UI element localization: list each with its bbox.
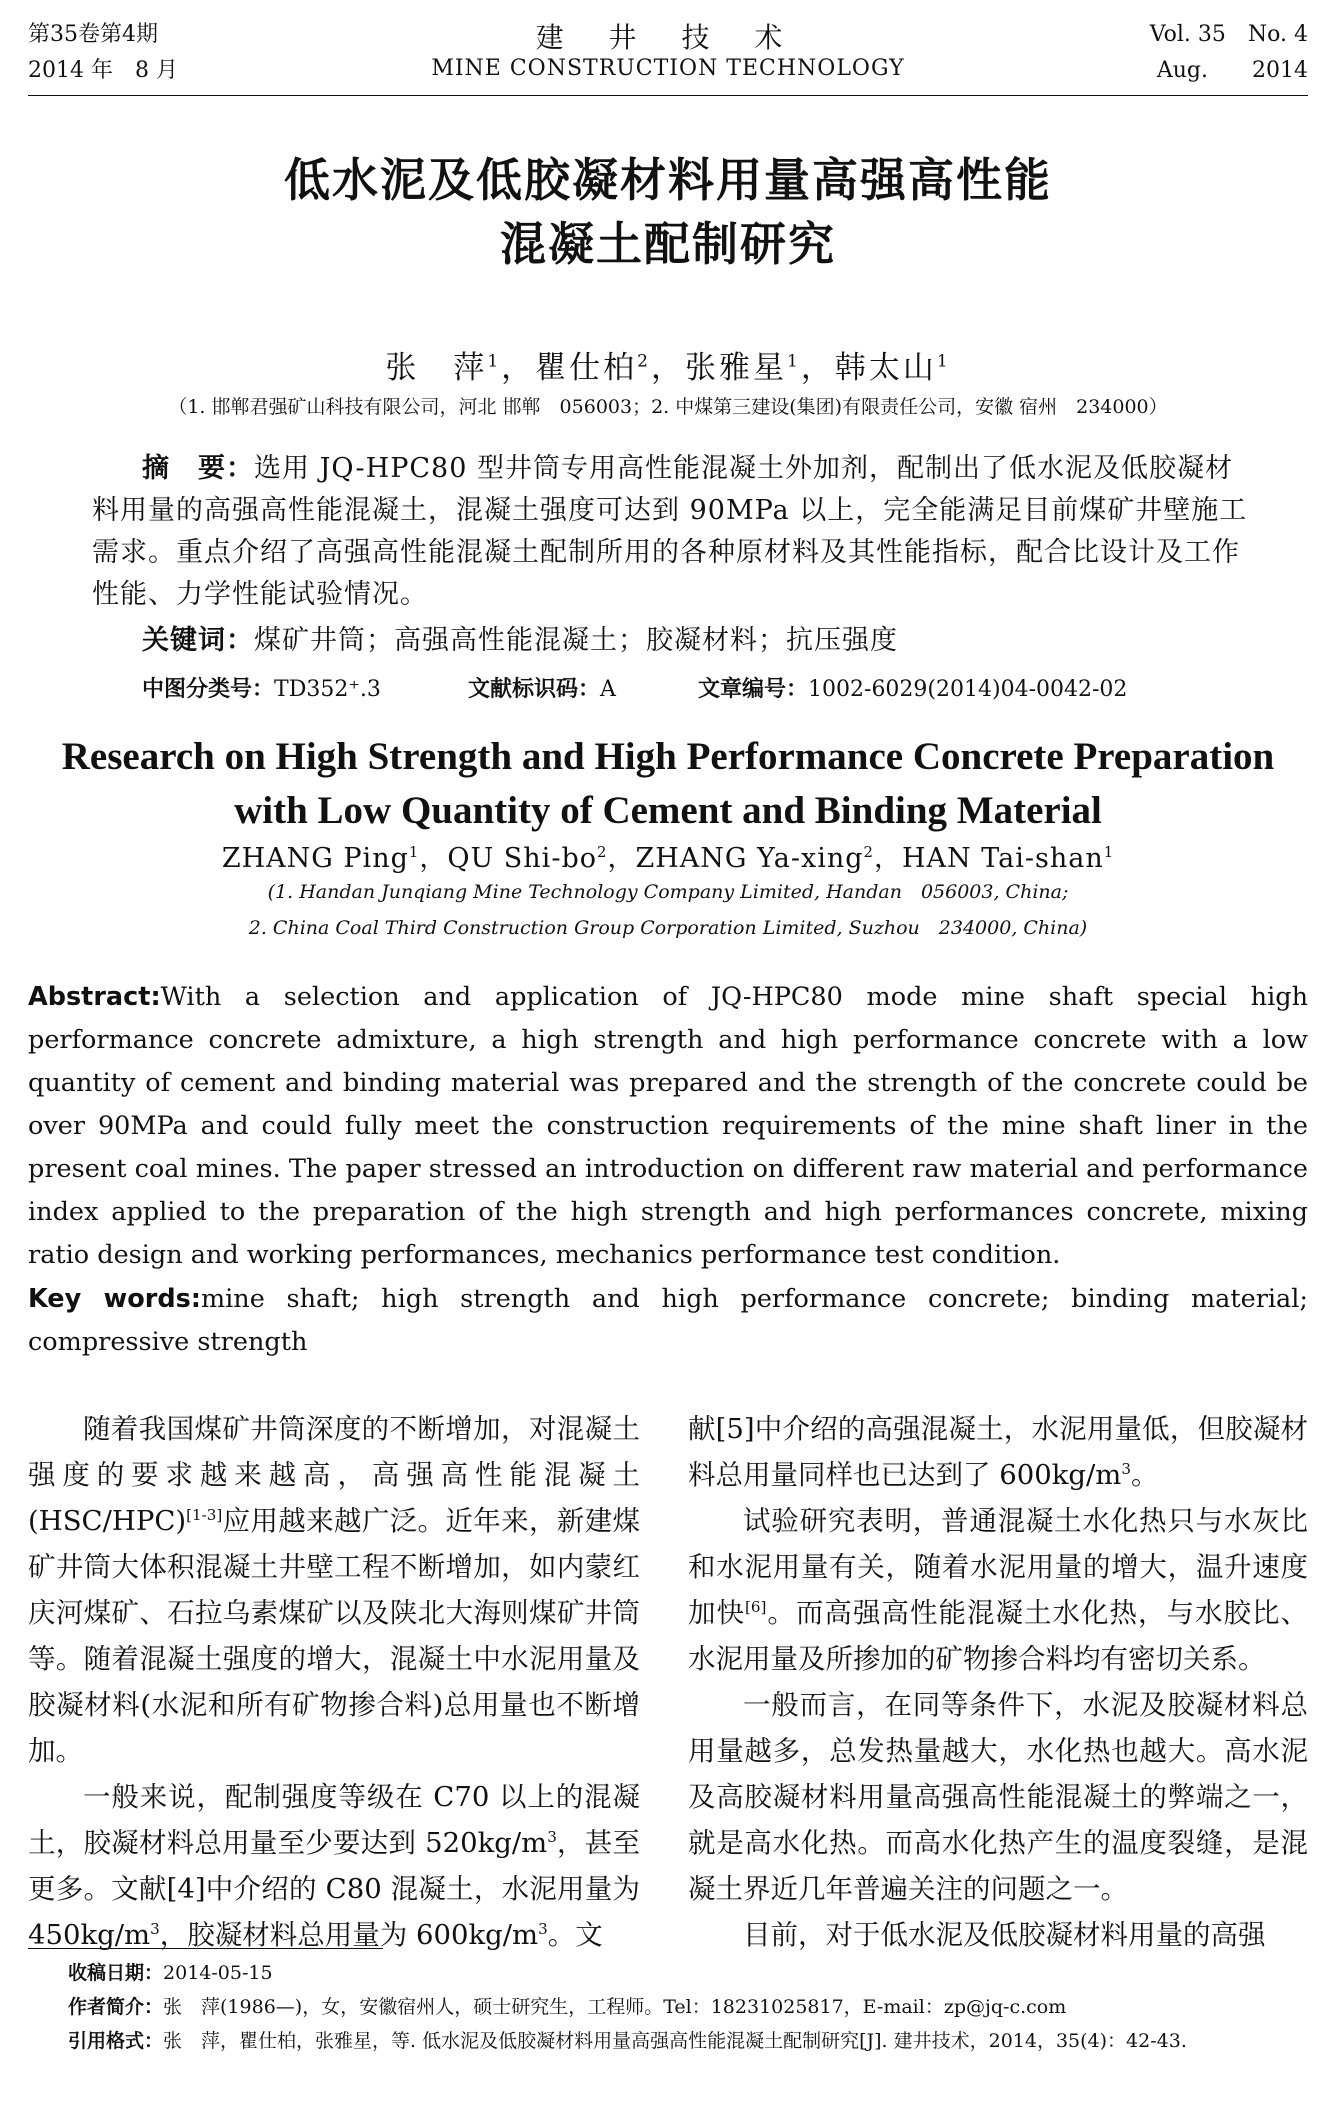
- body-column-right: [688, 1406, 1308, 1958]
- affiliation-en-line2: 2. China Coal Third Construction Group Corporation Limited, Suzhou 234000, China): [248, 917, 1088, 939]
- clc-label: 中图分类号：: [142, 677, 275, 702]
- body-column-left: [28, 1406, 640, 1958]
- article-number-label: 文章编号：: [698, 677, 809, 702]
- header-date-cn: 2014 年 8 月: [28, 58, 178, 83]
- title-en-line2: with Low Quantity of Cement and Binding Material: [234, 789, 1102, 832]
- body-paragraph: 目前，对于低水泥及低胶凝材料用量的高强: [743, 1919, 1266, 1951]
- body-paragraph: 随着我国煤矿井筒深度的不断增加，对混凝土强度的要求越来越高，高强高性能混凝土(HSC/HPC)[1-3]应用越来越广泛。近年来，新建煤矿井筒大体积混凝土井壁工程不断增加，如内蒙红庆河煤矿、石拉乌素煤矿以及陕北大海则煤矿井筒等。随着混凝土强度的增大，混凝土中水泥用量及胶凝材料(水泥和所有矿物掺合料)总用量也不断增加。: [28, 1413, 640, 1767]
- body-paragraph: 试验研究表明，普通混凝土水化热只与水灰比和水泥用量有关，随着水泥用量的增大，温升速度加快[6]。而高强高性能混凝土水化热，与水胶比、水泥用量及所掺加的矿物掺合料均有密切关系。: [688, 1505, 1309, 1675]
- classification-row: [142, 672, 1242, 703]
- header-volume-cn: 第35卷第4期: [28, 22, 158, 47]
- author-en: ZHANG Ping$^1$: [221, 843, 420, 874]
- citation-format: 引用格式：张 萍，瞿仕柏，张雅星，等. 低水泥及低胶凝材料用量高强高性能混凝土配制研究[J]. 建井技术，2014，35(4)：42-43.: [68, 2030, 1187, 2052]
- header-volume-en: Vol. 35 No. 4: [1149, 22, 1308, 47]
- abstract-cn: [92, 448, 1248, 616]
- author-cn: 瞿仕柏$^2$: [535, 350, 651, 386]
- journal-title-en: MINE CONSTRUCTION TECHNOLOGY: [431, 56, 905, 81]
- author-bio: 作者简介：张 萍(1986—)，女，安徽宿州人，硕士研究生，工程师。Tel：18231025817，E-mail：zp@jq-c.com: [68, 1996, 1067, 2018]
- keywords-cn: [142, 620, 1248, 662]
- article-number-value: 1002-6029(2014)04-0042-02: [808, 677, 1128, 702]
- footnote-rule: [28, 1948, 383, 1949]
- affiliations-cn: （1. 邯郸君强矿山科技有限公司，河北 邯郸 056003；2. 中煤第三建设(集团)有限责任公司，安徽 宿州 234000）: [168, 396, 1168, 418]
- header-date-en: Aug. 2014: [1156, 58, 1308, 83]
- body-paragraph: 献[5]中介绍的高强混凝土，水泥用量低，但胶凝材料总用量同样也已达到了 $600kg/m^3$。: [688, 1413, 1308, 1491]
- title-cn-line1: 低水泥及低胶凝材料用量高强高性能: [284, 153, 1052, 207]
- abstract-cn-text: 选用 JQ-HPC80 型井筒专用高性能混凝土外加剂，配制出了低水泥及低胶凝材料用量的高强高性能混凝土，混凝土强度可达到 90MPa 以上，完全能满足目前煤矿井壁施工需求。重点介绍了高强高性能混凝土配制所用的各种原材料及其性能指标，配合比设计及工作性能、力学性能试验情况。: [92, 453, 1248, 610]
- received-date: 收稿日期：2014-05-15: [68, 1962, 273, 1984]
- author-en: QU Shi-$bo^2$: [447, 843, 608, 874]
- author-en: ZHANG Ya-xing$^2$: [635, 843, 874, 874]
- keywords-en-text: mine shaft; high strength and high performance concrete; binding material; compressive strength: [28, 1284, 1308, 1357]
- body-paragraph: 一般而言，在同等条件下，水泥及胶凝材料总用量越多，总发热量越大，水化热也越大。高水泥及高胶凝材料用量高强高性能混凝土的弊端之一，就是高水化热。而高水化热产生的温度裂缝，是混凝土界近几年普遍关注的问题之一。: [688, 1689, 1308, 1905]
- abstract-en-text: With a selection and application of JQ-HPC80 mode mine shaft special high performance concrete admixture, a high strength and high performance concrete with a low quantity of cement and binding material was prepared and the strength of the concrete could be over 90MPa and could fully meet the construction requirements of the mine shaft liner in the present coal mines. The paper stressed an introduction on different raw material and performance index applied to the preparation of the high strength and high performances concrete, mixing ratio design and working performances, mechanics performance test condition.: [28, 982, 1308, 1270]
- author-en: HAN Tai-shan$^1$: [901, 843, 1115, 874]
- abstract-en-label: Abstract:: [28, 982, 161, 1012]
- abstract-en: [28, 976, 1308, 1277]
- keywords-cn-label: 关键词：: [142, 625, 254, 656]
- doc-code-value: A: [600, 677, 616, 702]
- doc-code-label: 文献标识码：: [468, 677, 601, 702]
- body-paragraph: 一般来说，配制强度等级在 C70 以上的混凝土，胶凝材料总用量至少要达到 $520kg/m^3$，甚至更多。文献[4]中介绍的 C80 混凝土，水泥用量为 $450kg/m^3$，胶凝材料总用量为 $600kg/m^3$。文: [28, 1781, 640, 1951]
- journal-title-cn: 建 井 技 术: [535, 21, 801, 54]
- abstract-cn-label: 摘 要：: [142, 453, 254, 484]
- author-cn: 张雅星$^1$: [685, 350, 801, 386]
- title-en: [28, 730, 1308, 838]
- clc-value: TD352⁺.3: [274, 677, 381, 702]
- keywords-en-label: Key words:: [28, 1284, 201, 1314]
- footnotes: [68, 1956, 1318, 2058]
- affiliations-en: [28, 874, 1308, 946]
- title-cn-line2: 混凝土配制研究: [500, 217, 836, 271]
- authors-cn: 张 萍$^1$，瞿仕柏$^2$，张雅星$^1$，韩太山$^1$: [385, 350, 951, 386]
- header-rule: [28, 95, 1308, 96]
- keywords-en: [28, 1278, 1308, 1364]
- keywords-cn-text: 煤矿井筒；高强高性能混凝土；胶凝材料；抗压强度: [254, 625, 898, 656]
- title-cn: [48, 148, 1288, 276]
- authors-en: ZHANG Ping$^1$，QU Shi-$bo^2$，ZHANG Ya-xing$^2$，HAN Tai-shan$^1$: [221, 843, 1115, 874]
- title-en-line1: Research on High Strength and High Performance Concrete Preparation: [61, 735, 1275, 778]
- affiliation-en-line1: (1. Handan Junqiang Mine Technology Company Limited, Handan 056003, China;: [267, 881, 1069, 903]
- author-cn: 韩太山$^1$: [834, 350, 951, 386]
- author-cn: 张 萍$^1$: [385, 350, 502, 386]
